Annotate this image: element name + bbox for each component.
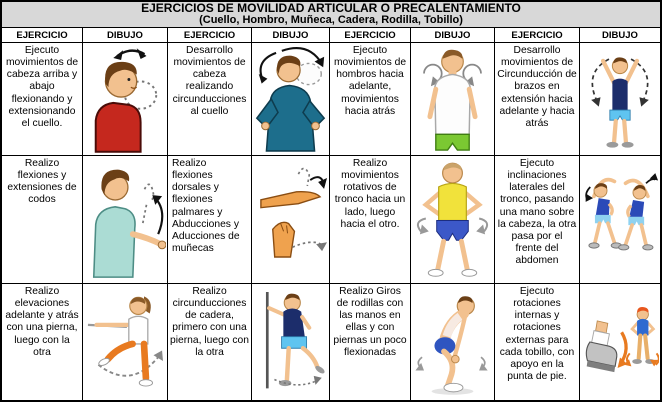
drawing-cell [411, 43, 494, 155]
exercise-cell: Ejecuto movimientos de hombros hacia adelante, movimientos hacia atrás [330, 43, 410, 155]
drawing-cell [252, 156, 329, 283]
drawing-cell [580, 156, 660, 283]
elbow-flexion-illustration [84, 157, 166, 282]
drawing-cell [411, 284, 494, 400]
exercise-cell: Desarrollo movimientos de Circunducción de brazos en extensión hacia adelante y hacia atrás [495, 43, 579, 155]
shoulder-movement-illustration [412, 44, 493, 154]
drawing-cell [83, 156, 167, 283]
lateral-bend-illustration [581, 157, 659, 282]
column-header: DIBUJO [411, 28, 494, 42]
neck-circumduction-illustration [253, 44, 328, 154]
trunk-rotation-illustration [412, 157, 493, 282]
column-header: DIBUJO [83, 28, 167, 42]
drawing-cell [252, 43, 329, 155]
exercise-cell: Realizo elevaciones adelante y atrás con una pierna, luego con la otra [2, 284, 82, 400]
column-header: DIBUJO [252, 28, 329, 42]
arm-circumduction-illustration [581, 44, 659, 154]
exercise-cell: Ejecuto inclinaciones laterales del tronco, pasando una mano sobre la cabeza, la otra pasa por el frente del abdomen [495, 156, 579, 283]
column-header: EJERCICIO [168, 28, 251, 42]
drawing-cell [83, 284, 167, 400]
drawing-cell [580, 284, 660, 400]
drawing-cell [252, 284, 329, 400]
page-subtitle: (Cuello, Hombro, Muñeca, Cadera, Rodilla, Tobillo) [199, 14, 463, 27]
exercise-cell: Realizo circunducciones de cadera, primero con una pierna, luego con la otra [168, 284, 251, 400]
drawing-cell [411, 156, 494, 283]
exercise-cell: Desarrollo movimientos de cabeza realizando circunducciones al cuello [168, 43, 251, 155]
page-title: EJERCICIOS DE MOVILIDAD ARTICULAR O PRECALENTAMIENTO [141, 1, 521, 16]
hip-circumduction-illustration [253, 285, 328, 399]
exercise-cell: Ejecuto movimientos de cabeza arriba y abajo flexionando y extensionando el cuello. [2, 43, 82, 155]
exercise-cell: Realizo Giros de rodillas con las manos en ellas y con piernas un poco flexionadas [330, 284, 410, 400]
exercise-cell: Realizo flexiones dorsales y flexiones palmares y Abducciones y Aducciones de muñecas [168, 156, 251, 283]
column-header: EJERCICIO [2, 28, 82, 42]
drawing-cell [580, 43, 660, 155]
neck-flexion-illustration [84, 44, 166, 154]
table-title-block [2, 2, 660, 27]
knee-circles-illustration [412, 285, 493, 399]
column-header: EJERCICIO [330, 28, 410, 42]
exercise-cell: Realizo movimientos rotativos de tronco hacia un lado, luego hacia el otro. [330, 156, 410, 283]
drawing-cell [83, 43, 167, 155]
exercise-cell: Realizo flexiones y extensiones de codos [2, 156, 82, 283]
column-header: DIBUJO [580, 28, 660, 42]
exercise-cell: Ejecuto rotaciones internas y rotaciones externas para cada tobillo, con apoyo en la punta de pie. [495, 284, 579, 400]
wrist-movements-illustration [253, 157, 328, 282]
column-header: EJERCICIO [495, 28, 579, 42]
ankle-rotation-illustration [581, 285, 659, 399]
leg-swing-illustration [84, 285, 166, 399]
